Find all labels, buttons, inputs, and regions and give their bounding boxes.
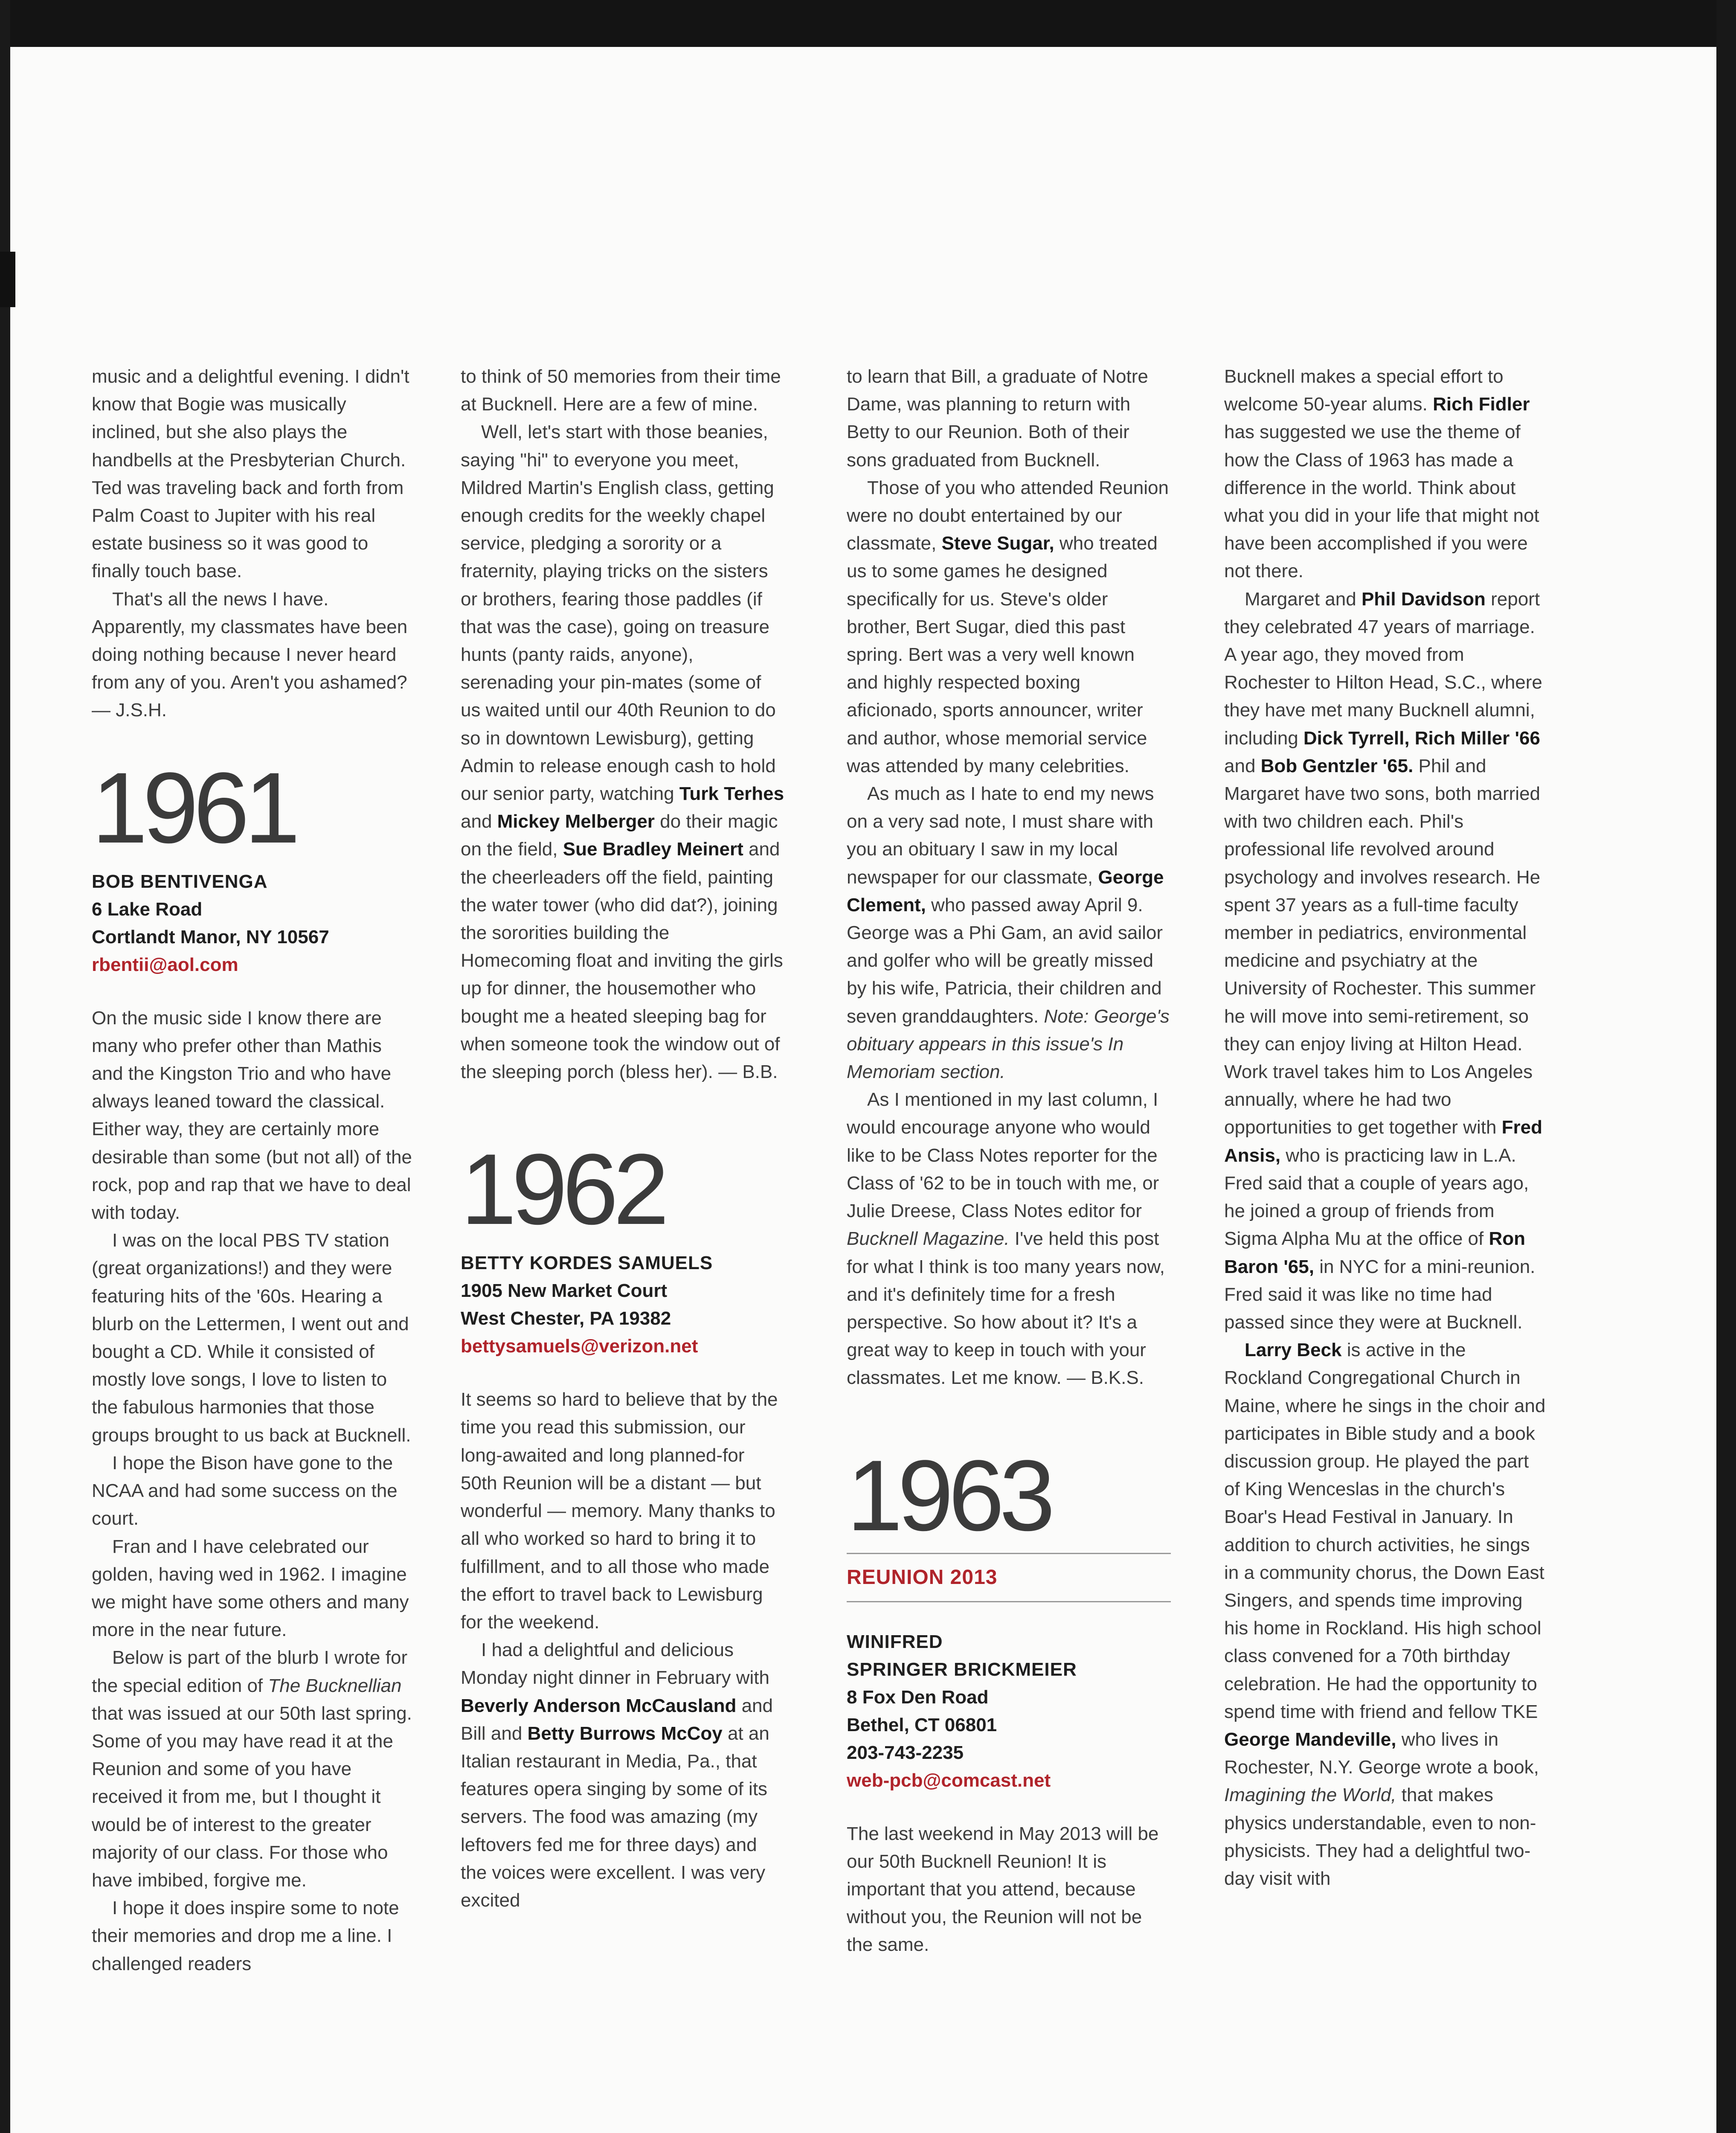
scan-notch [0, 252, 15, 307]
class-reporter-contact [847, 1628, 1171, 1794]
reporter-email[interactable]: bettysamuels@verizon.net [461, 1336, 698, 1357]
reporter-city: Cortlandt Manor, NY 10567 [92, 926, 329, 947]
reporter-address: 6 Lake Road [92, 898, 203, 920]
paragraph: As much as I hate to end my news on a very sad note, I must share with you an obituary I saw in my local newspaper for our classmate, George Clement, who passed away April 9. George was a Phi Gam, an avid sailor and golfer who will be greatly missed by his wife, Patricia, their children and seven granddaughters. Note: George's obituary appears in this issue's In Memoriam section. [847, 783, 1170, 1083]
paragraph: As I mentioned in my last column, I would encourage anyone who would like to be Class Notes reporter for the Class of '62 to be in touch with me, or Julie Dreese, Class Notes editor for Bucknell Magazine. I've held this post for what I think is too many years now, and it's definitely time for a fresh perspective. So how about it? It's a great way to keep in touch with your classmates. Let me know. — B.K.S. [847, 1089, 1165, 1389]
reporter-phone: 203-743-2235 [847, 1742, 964, 1763]
paragraph: to think of 50 memories from their time at Bucknell. Here are a few of mine. [461, 366, 781, 415]
column-4 [1224, 363, 1548, 1892]
reporter-name: BOB BENTIVENGA [92, 871, 268, 892]
paragraph: It seems so hard to believe that by the time you read this submission, our long-awaited and long planned-for 50th Reunion will be a distant — but wonderful — memory. Many thanks to all who worked so hard to bring it to fulfillment, and to all those who made the effort to travel back to Lewisburg for the weekend. [461, 1389, 778, 1633]
paragraph: to learn that Bill, a graduate of Notre Dame, was planning to return with Betty to our Reunion. Both of their sons graduated from Bucknell. [847, 366, 1148, 471]
reporter-name: BETTY KORDES SAMUELS [461, 1252, 713, 1274]
reporter-address: 8 Fox Den Road [847, 1686, 989, 1708]
column-2 [461, 363, 785, 1914]
paragraph: I had a delightful and delicious Monday night dinner in February with Beverly Anderson McCausland and Bill and Betty Burrows McCoy at an Italian restaurant in Media, Pa., that features opera singing by some of its servers. The food was amazing (my leftovers fed me for three days) and the voices were excellent. I was very excited [461, 1639, 773, 1911]
paragraph: I hope it does inspire some to note their memories and drop me a line. I challenged readers [92, 1898, 399, 1974]
scan-border-right [1716, 0, 1736, 2133]
paragraph: Larry Beck is active in the Rockland Congregational Church in Maine, where he sings in the choir and participates in Bible study and a book discussion group. He played the part of King Wenceslas in the church's Boar's Head Festival in January. In addition to church activities, he sings in a community chorus, the Down East Singers, and spends time improving his home in Rockland. His high school class convened for a 70th birthday celebration. He had the opportunity to spend time with friend and fellow TKE George Mandeville, who lives in Rochester, N.Y. George wrote a book, Imagining the World, that makes physics understandable, even to non-physicists. They had a delightful two-day visit with [1224, 1340, 1546, 1889]
column-3 [847, 363, 1171, 1959]
paragraph: Margaret and Phil Davidson report they celebrated 47 years of marriage. A year ago, they moved from Rochester to Hilton Head, S.C., where they have met many Bucknell alumni, including Dick Tyrrell, Rich Miller '66 and Bob Gentzler '65. Phil and Margaret have two sons, both married with two children each. Phil's professional life revolved around psychology and involves research. He spent 37 years as a full-time faculty member in pediatrics, environmental medicine and psychiatry at the University of Rochester. This summer he will move into semi-retirement, so they can enjoy living at Hilton Head. Work travel takes him to Los Angeles annually, where he had two opportunities to get together with Fred Ansis, who is practicing law in L.A. Fred said that a couple of years ago, he joined a group of friends from Sigma Alpha Mu at the office of Ron Baron '65, in NYC for a mini-reunion. Fred said it was like no time had passed since they were at Bucknell. [1224, 588, 1542, 1333]
class-year-heading: 1961 [92, 751, 296, 864]
paragraph: Fran and I have celebrated our golden, having wed in 1962. I imagine we might have some others and many more in the near future. [92, 1536, 409, 1641]
reporter-email[interactable]: rbentii@aol.com [92, 954, 238, 975]
reporter-email[interactable]: web-pcb@comcast.net [847, 1770, 1051, 1791]
class-year-heading: 1962 [461, 1133, 665, 1246]
scan-border-left [0, 0, 10, 2133]
paragraph: I hope the Bison have gone to the NCAA and had some success on the court. [92, 1452, 398, 1529]
reporter-city: West Chester, PA 19382 [461, 1308, 671, 1329]
reporter-city: Bethel, CT 06801 [847, 1714, 997, 1735]
paragraph: I was on the local PBS TV station (great organizations!) and they were featuring hits of the '60s. Hearing a blurb on the Lettermen, I went out and bought a CD. While it consisted of mostly love songs, I love to listen to the fabulous harmonies that those groups brought to us back at Bucknell. [92, 1230, 411, 1446]
paragraph: Bucknell makes a special effort to welcome 50-year alums. Rich Fidler has suggested we use the theme of how the Class of 1963 has made a difference in the world. Think about what you did in your life that might not have been accomplished if you were not there. [1224, 366, 1539, 582]
paragraph: Well, let's start with those beanies, saying "hi" to everyone you meet, Mildred Martin's English class, getting enough credits for the weekly chapel service, pledging a sorority or a fraternity, playing tricks on the sisters or brothers, fearing those paddles (if that was the case), going on treasure hunts (panty raids, anyone), serenading your pin-mates (some of us waited until our 40th Reunion to do so in downtown Lewisburg), getting Admin to release enough cash to hold our senior party, watching Turk Terhes and Mickey Melberger do their magic on the field, Sue Bradley Meinert and the cheerleaders off the field, painting the water tower (who did dat?), joining the sororities building the Homecoming float and inviting the girls up for dinner, the housemother who bought me a heated sleeping bag for when someone took the window out of the sleeping porch (bless her). — B.B. [461, 421, 784, 1083]
reunion-label: REUNION 2013 [847, 1566, 998, 1589]
scan-border-top [0, 0, 1736, 47]
reporter-name: SPRINGER BRICKMEIER [847, 1659, 1077, 1680]
column-1 [92, 363, 416, 1978]
paragraph: That's all the news I have. Apparently, my classmates have been doing nothing because I never heard from any of you. Aren't you ashamed? — J.S.H. [92, 588, 408, 721]
class-reporter-contact [461, 1249, 785, 1360]
paragraph: music and a delightful evening. I didn't know that Bogie was musically inclined, but she also plays the handbells at the Presbyterian Church. Ted was traveling back and forth from Palm Coast to Jupiter with his real estate business so it was good to finally touch base. [92, 366, 409, 582]
class-reporter-contact [92, 868, 416, 979]
paragraph: The last weekend in May 2013 will be our 50th Bucknell Reunion! It is important that you attend, because without you, the Reunion will not be the same. [847, 1823, 1159, 1956]
paragraph: Those of you who attended Reunion were no doubt entertained by our classmate, Steve Sugar, who treated us to some games he designed specifically for us. Steve's older brother, Bert Sugar, died this past spring. Bert was a very well known and highly respected boxing aficionado, sports announcer, writer and author, whose memorial service was attended by many celebrities. [847, 477, 1169, 776]
reporter-name: WINIFRED [847, 1631, 943, 1652]
paragraph: Below is part of the blurb I wrote for the special edition of The Bucknellian that was issued at our 50th last spring. Some of you may have read it at the Reunion and some of you have received it from me, but I thought it would be of interest to the greater majority of our class. For those who have imbibed, forgive me. [92, 1647, 412, 1891]
paragraph: On the music side I know there are many who prefer other than Mathis and the Kingston Trio and who have always leaned toward the classical. Either way, they are certainly more desirable than some (but not all) of the rock, pop and rap that we have to deal with today. [92, 1007, 412, 1223]
class-year-heading: 1963 [847, 1439, 1051, 1552]
reporter-address: 1905 New Market Court [461, 1280, 668, 1302]
